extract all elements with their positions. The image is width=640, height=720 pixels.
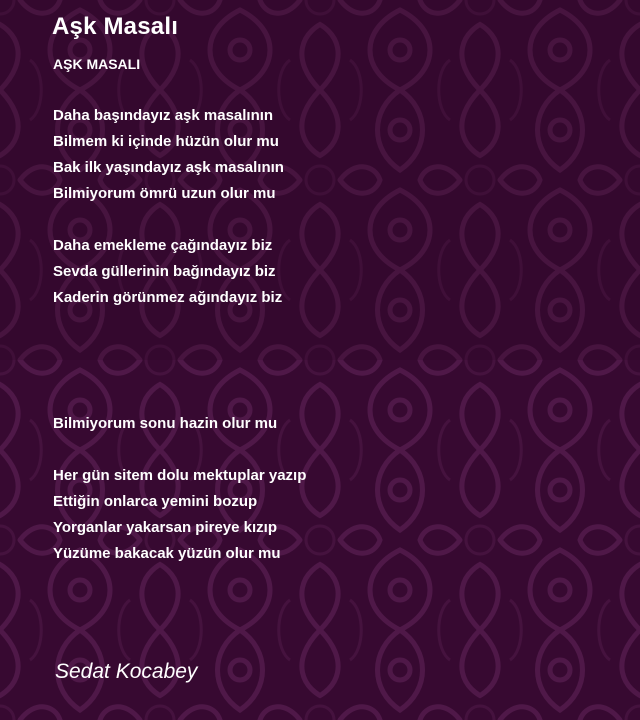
poem-line: Bilmem ki içinde hüzün olur mu <box>53 133 279 150</box>
poem-line: Yüzüme bakacak yüzün olur mu <box>53 545 281 562</box>
poem-title: Aşk Masalı <box>52 13 179 40</box>
poem-line: Bilmiyorum sonu hazin olur mu <box>53 415 278 432</box>
poem-author: Sedat Kocabey <box>55 660 198 683</box>
poem-stanza-4 <box>53 463 306 567</box>
poem-line: Her gün sitem dolu mektuplar yazıp <box>53 467 307 484</box>
poem-stanza-1 <box>53 103 284 207</box>
poem-line: Daha başındayız aşk masalının <box>53 107 274 124</box>
poem-line: Kaderin görünmez ağındayız biz <box>53 289 283 306</box>
poem-stanza-3 <box>53 411 277 437</box>
poem-line: Bilmiyorum ömrü uzun olur mu <box>53 185 276 202</box>
poem-line: Ettiğin onlarca yemini bozup <box>53 493 258 510</box>
poem-heading: AŞK MASALI <box>53 56 141 72</box>
poem-line: Yorganlar yakarsan pireye kızıp <box>53 519 277 536</box>
poem-stanza-2 <box>53 233 282 311</box>
poem-line: Daha emekleme çağındayız biz <box>53 237 273 254</box>
poem-line: Sevda güllerinin bağındayız biz <box>53 263 276 280</box>
poem-line: Bak ilk yaşındayız aşk masalının <box>53 159 284 176</box>
